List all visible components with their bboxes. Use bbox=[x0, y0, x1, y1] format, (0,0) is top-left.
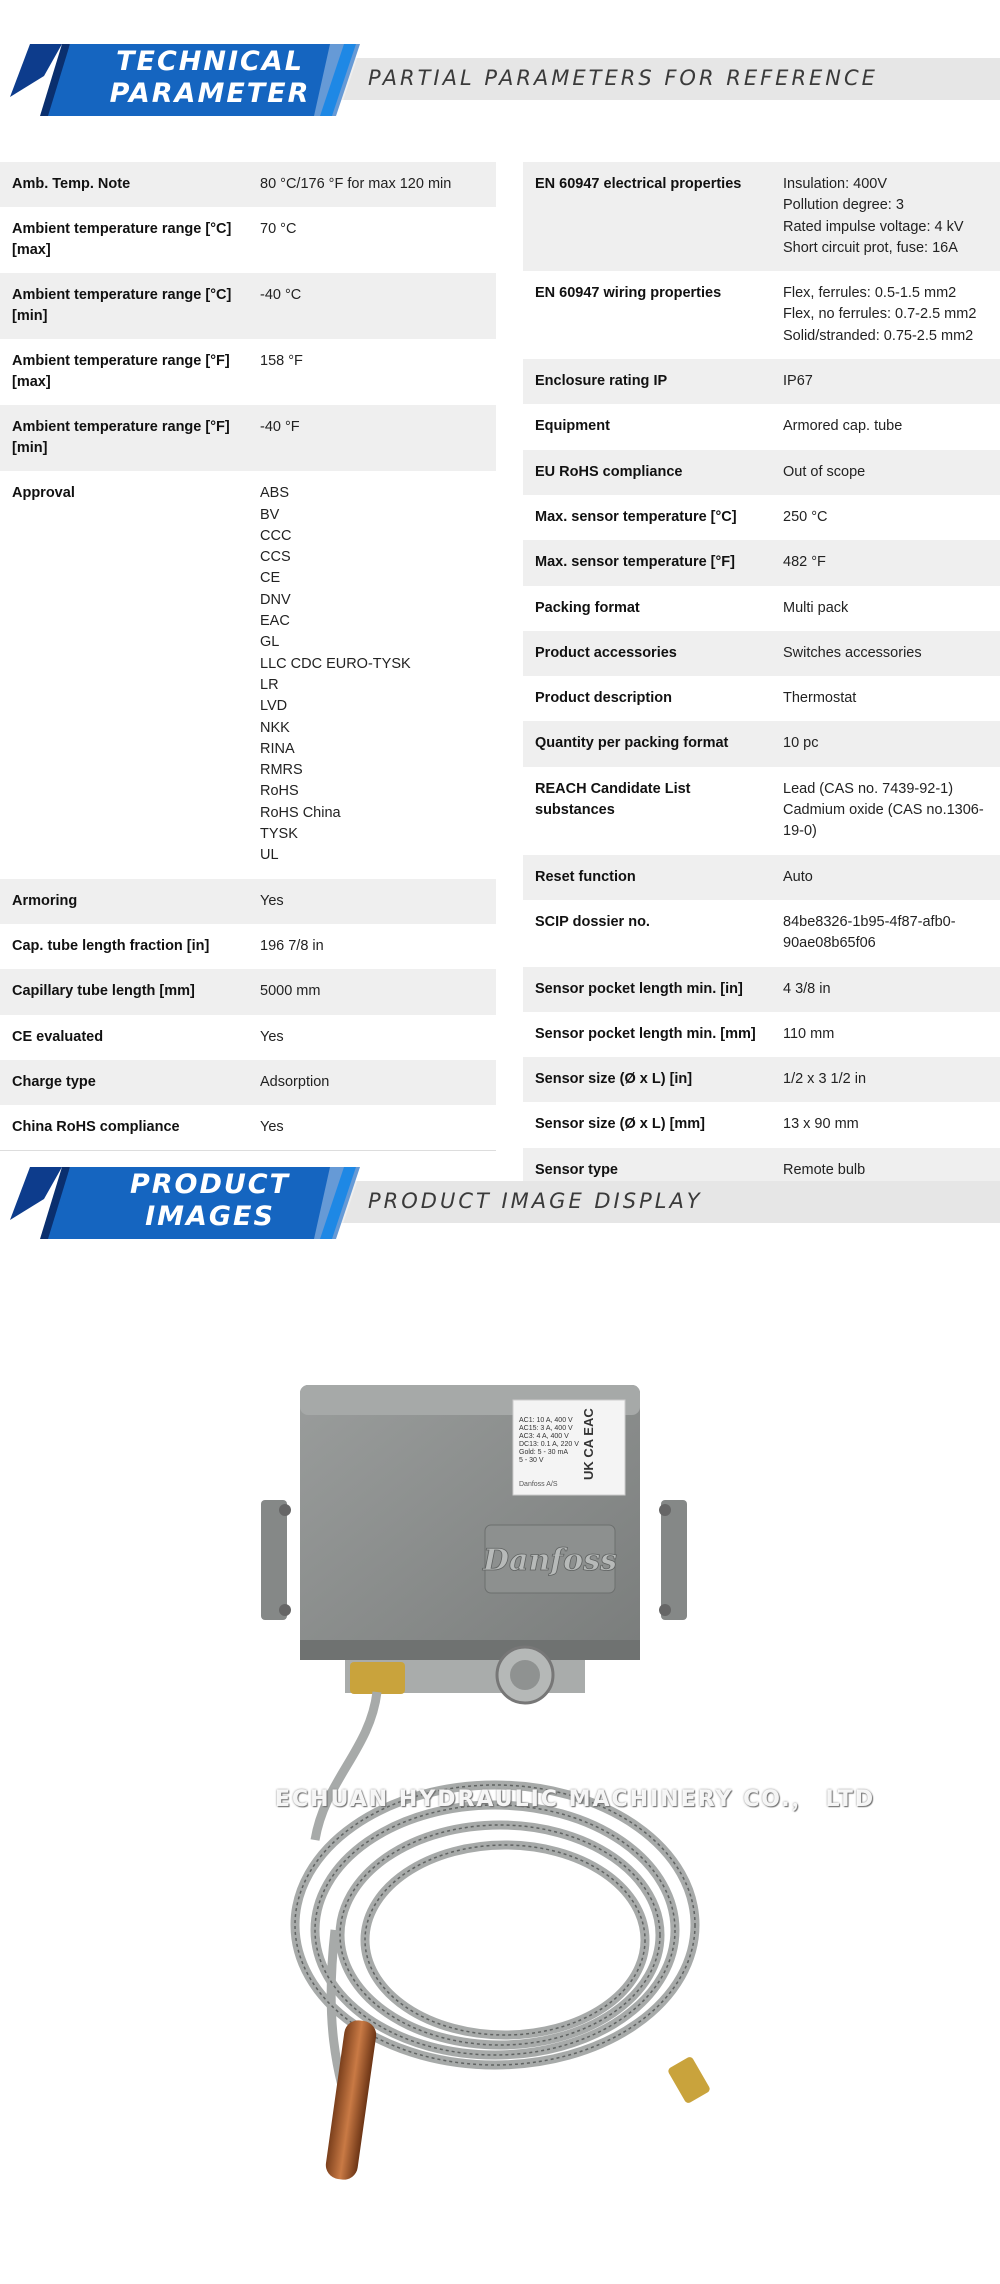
param-name: Ambient temperature range [°F] [min] bbox=[12, 419, 230, 457]
table-row bbox=[523, 1012, 1000, 1057]
param-value-line: Flex, ferrules: 0.5-1.5 mm2 bbox=[783, 285, 957, 302]
table-row bbox=[523, 162, 1000, 271]
param-value bbox=[783, 507, 1000, 528]
param-value bbox=[260, 891, 496, 912]
param-value bbox=[783, 283, 1000, 347]
param-name: EN 60947 wiring properties bbox=[535, 285, 722, 302]
param-value-line: Rated impulse voltage: 4 kV bbox=[783, 218, 964, 235]
brand-logo: Danfoss bbox=[483, 1543, 617, 1578]
param-name: Capillary tube length [mm] bbox=[12, 983, 195, 1000]
param-value bbox=[783, 462, 1000, 483]
param-value-line: ABS bbox=[260, 485, 290, 502]
table-row bbox=[0, 969, 496, 1014]
title-line-1: PRODUCT bbox=[129, 1169, 291, 1200]
table-row bbox=[523, 1057, 1000, 1102]
param-value-line: DNV bbox=[260, 591, 291, 608]
section-subtitle: PARTIAL PARAMETERS FOR REFERENCE bbox=[368, 66, 878, 90]
param-value bbox=[260, 351, 496, 393]
param-value bbox=[783, 1069, 1000, 1090]
param-value-line: 10 pc bbox=[783, 735, 819, 752]
param-value-line: LVD bbox=[260, 698, 288, 715]
param-value bbox=[260, 417, 496, 459]
table-row bbox=[523, 540, 1000, 585]
param-name: Quantity per packing format bbox=[535, 735, 729, 752]
param-value bbox=[783, 552, 1000, 573]
table-row bbox=[0, 273, 496, 339]
table-row bbox=[0, 207, 496, 273]
param-value-line: BV bbox=[260, 506, 280, 523]
title-line-2: PARAMETER bbox=[109, 78, 311, 109]
param-name: Ambient temperature range [°C] [max] bbox=[12, 221, 232, 259]
param-value-line: Yes bbox=[260, 1028, 284, 1045]
param-value bbox=[260, 285, 496, 327]
label-line: AC3: 4 A, 400 V bbox=[519, 1433, 569, 1440]
section-title bbox=[95, 1169, 325, 1233]
param-value bbox=[783, 416, 1000, 437]
param-value-line: Remote bulb bbox=[783, 1161, 866, 1178]
label-marks: UK CA EAC bbox=[581, 1408, 596, 1480]
label-line: Gold: 5 - 30 mA bbox=[519, 1449, 569, 1456]
param-value-line: Multi pack bbox=[783, 599, 849, 616]
param-value-line: Armored cap. tube bbox=[783, 418, 903, 435]
label-line: 5 - 30 V bbox=[519, 1457, 544, 1464]
label-footer: Danfoss A/S bbox=[519, 1481, 558, 1488]
title-line-2: IMAGES bbox=[145, 1201, 275, 1232]
param-value-line: CCS bbox=[260, 549, 291, 566]
param-name: SCIP dossier no. bbox=[535, 913, 650, 930]
table-row bbox=[523, 404, 1000, 449]
param-value-line: Short circuit prot, fuse: 16A bbox=[783, 239, 958, 256]
table-row bbox=[523, 767, 1000, 855]
param-value-line: 110 mm bbox=[783, 1025, 835, 1042]
param-value-line: NKK bbox=[260, 719, 290, 736]
param-value-line: GL bbox=[260, 634, 280, 651]
table-row bbox=[0, 162, 496, 207]
param-value bbox=[783, 779, 1000, 843]
label-line: AC15: 3 A, 400 V bbox=[519, 1425, 573, 1432]
param-value-line: RINA bbox=[260, 740, 295, 757]
param-value-line: Adsorption bbox=[260, 1073, 330, 1090]
param-name: Max. sensor temperature [°F] bbox=[535, 554, 735, 571]
param-value bbox=[783, 688, 1000, 709]
param-value-line: -40 °C bbox=[260, 287, 302, 304]
brass-fitting bbox=[350, 1662, 405, 1694]
table-row bbox=[523, 1102, 1000, 1147]
param-value bbox=[783, 174, 1000, 259]
table-row bbox=[523, 631, 1000, 676]
param-value-line: UL bbox=[260, 847, 279, 864]
rating-label bbox=[513, 1400, 625, 1495]
param-value bbox=[783, 598, 1000, 619]
param-value-line: LR bbox=[260, 676, 279, 693]
param-name: China RoHS compliance bbox=[12, 1119, 180, 1136]
param-value-line: 158 °F bbox=[260, 353, 303, 370]
param-value-line: CCC bbox=[260, 527, 292, 544]
param-name: Amb. Temp. Note bbox=[12, 176, 131, 192]
param-value-line: Yes bbox=[260, 892, 284, 909]
table-row bbox=[523, 450, 1000, 495]
table-row bbox=[0, 471, 496, 878]
param-name: Sensor size (Ø x L) [in] bbox=[535, 1071, 693, 1088]
param-value bbox=[783, 643, 1000, 664]
param-value bbox=[783, 371, 1000, 392]
param-name: Ambient temperature range [°F] [max] bbox=[12, 353, 230, 391]
param-value-line: Switches accessories bbox=[783, 644, 922, 661]
param-value-line: RoHS bbox=[260, 783, 299, 800]
table-row bbox=[523, 900, 1000, 967]
param-name: Ambient temperature range [°C] [min] bbox=[12, 287, 232, 325]
param-name: Sensor size (Ø x L) [mm] bbox=[535, 1116, 706, 1133]
param-value-line: Auto bbox=[783, 868, 813, 885]
param-value bbox=[783, 979, 1000, 1000]
param-value bbox=[783, 912, 1000, 955]
param-name: Approval bbox=[12, 485, 75, 502]
param-value-line: 5000 mm bbox=[260, 983, 321, 1000]
param-value-line: 13 x 90 mm bbox=[783, 1116, 859, 1133]
title-line-1: TECHNICAL bbox=[116, 46, 304, 77]
param-name: Packing format bbox=[535, 599, 640, 616]
table-row bbox=[523, 271, 1000, 359]
param-value-line: EAC bbox=[260, 613, 290, 630]
param-value-line: 70 °C bbox=[260, 221, 297, 238]
param-name: Product description bbox=[535, 690, 672, 707]
param-value bbox=[260, 1117, 496, 1138]
param-value-line: Insulation: 400V bbox=[783, 176, 887, 192]
param-value-line: CE bbox=[260, 570, 281, 587]
table-row bbox=[0, 405, 496, 471]
param-value-line: Cadmium oxide (CAS no.1306-19-0) bbox=[783, 802, 984, 840]
param-name: Sensor type bbox=[535, 1161, 618, 1178]
table-row bbox=[0, 1015, 496, 1060]
param-name: Enclosure rating IP bbox=[535, 373, 668, 390]
product-images-header bbox=[0, 1165, 1000, 1251]
param-value-line: TYSK bbox=[260, 826, 298, 843]
table-row bbox=[523, 586, 1000, 631]
param-value bbox=[260, 1027, 496, 1048]
param-value bbox=[260, 219, 496, 261]
table-row bbox=[523, 721, 1000, 766]
param-name: CE evaluated bbox=[12, 1028, 104, 1045]
table-row bbox=[0, 879, 496, 924]
label-line: DC13: 0.1 A, 220 V bbox=[519, 1441, 579, 1448]
param-value-line: RMRS bbox=[260, 762, 303, 779]
param-name: Armoring bbox=[12, 892, 78, 909]
param-name: EN 60947 electrical properties bbox=[535, 176, 742, 192]
section-subtitle: PRODUCT IMAGE DISPLAY bbox=[368, 1189, 703, 1213]
param-value-line: Yes bbox=[260, 1119, 284, 1136]
param-name: Charge type bbox=[12, 1073, 96, 1090]
param-value-line: LLC CDC EURO-TYSK bbox=[260, 655, 411, 672]
left-parameter-table bbox=[0, 162, 496, 1151]
table-row bbox=[523, 855, 1000, 900]
technical-parameter-header bbox=[0, 42, 1000, 128]
param-value-line: RoHS China bbox=[260, 804, 341, 821]
table-row bbox=[523, 495, 1000, 540]
param-value bbox=[783, 1114, 1000, 1135]
param-value bbox=[260, 981, 496, 1002]
param-value-line: 80 °C/176 °F for max 120 min bbox=[260, 176, 452, 192]
param-value-line: IP67 bbox=[783, 373, 813, 390]
table-row bbox=[523, 676, 1000, 721]
param-value-line: -40 °F bbox=[260, 419, 300, 436]
param-value-line: 482 °F bbox=[783, 554, 826, 571]
param-value-line: Pollution degree: 3 bbox=[783, 197, 904, 214]
param-name: REACH Candidate List substances bbox=[535, 780, 691, 818]
table-row bbox=[523, 967, 1000, 1012]
section-title bbox=[95, 46, 325, 110]
param-value-line: Thermostat bbox=[783, 690, 857, 707]
param-value-line: Solid/stranded: 0.75-2.5 mm2 bbox=[783, 327, 974, 344]
watermark-text: ECHUAN HYDRAULIC MACHINERY CO.， LTD bbox=[275, 1787, 876, 1812]
product-image-thermostat bbox=[255, 1370, 745, 2190]
param-name: EU RoHS compliance bbox=[535, 463, 683, 480]
table-row bbox=[0, 1060, 496, 1105]
param-value bbox=[260, 174, 496, 195]
param-name: Sensor pocket length min. [in] bbox=[535, 980, 743, 997]
param-name: Reset function bbox=[535, 868, 636, 885]
param-name: Max. sensor temperature [°C] bbox=[535, 508, 737, 525]
table-row bbox=[0, 924, 496, 969]
param-value-line: 250 °C bbox=[783, 508, 828, 525]
param-name: Cap. tube length fraction [in] bbox=[12, 937, 210, 954]
param-value-line: Flex, no ferrules: 0.7-2.5 mm2 bbox=[783, 306, 977, 323]
table-row bbox=[0, 339, 496, 405]
param-value bbox=[783, 1024, 1000, 1045]
param-name: Equipment bbox=[535, 418, 610, 435]
param-value bbox=[260, 483, 496, 866]
param-value-line: 1/2 x 3 1/2 in bbox=[783, 1071, 867, 1088]
param-value bbox=[260, 1072, 496, 1093]
param-value bbox=[260, 936, 496, 957]
table-row bbox=[523, 359, 1000, 404]
param-value-line: Lead (CAS no. 7439-92-1) bbox=[783, 780, 954, 797]
label-line: AC1: 10 A, 400 V bbox=[519, 1417, 573, 1424]
param-value bbox=[783, 867, 1000, 888]
param-value bbox=[783, 733, 1000, 754]
param-value-line: Out of scope bbox=[783, 463, 866, 480]
right-parameter-table bbox=[523, 162, 1000, 1194]
end-fitting bbox=[667, 2056, 711, 2105]
left-flange bbox=[261, 1500, 287, 1620]
param-value-line: 4 3/8 in bbox=[783, 980, 831, 997]
table-row bbox=[0, 1105, 496, 1151]
param-value-line: 84be8326-1b95-4f87-afb0-90ae08b65f06 bbox=[783, 913, 956, 952]
param-value-line: 196 7/8 in bbox=[260, 937, 324, 954]
right-flange bbox=[661, 1500, 687, 1620]
param-name: Product accessories bbox=[535, 644, 677, 661]
param-name: Sensor pocket length min. [mm] bbox=[535, 1025, 756, 1042]
